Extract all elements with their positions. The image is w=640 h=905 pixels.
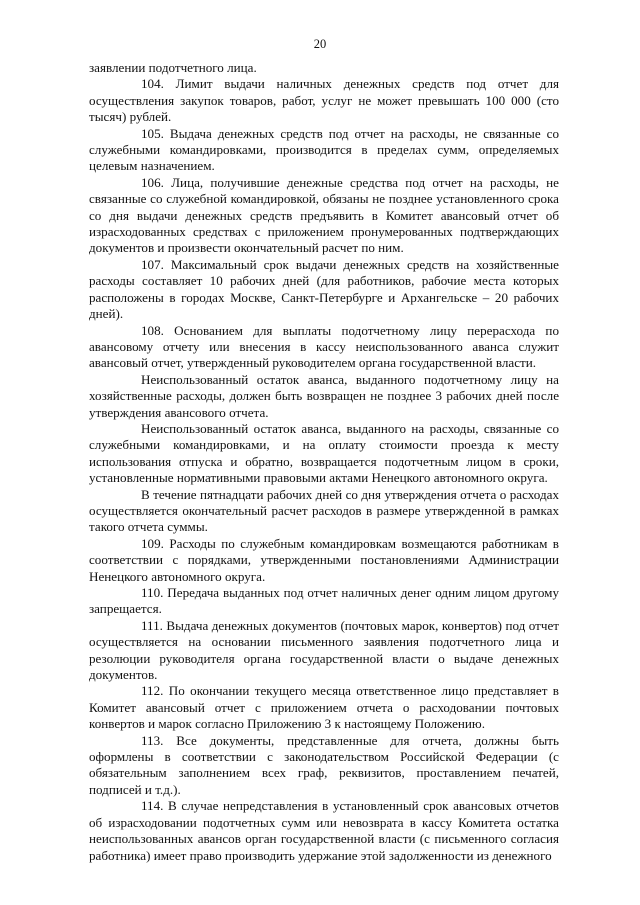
paragraph-114: 114. В случае непредставления в установленный срок авансовых отчетов об израсходовании подотчетных сумм или невозврата в кассу Комитета остатка неиспользованных авансов орган государственной власти (с письменного согласия работника) имеет право производить удержание этой задолженности из денежного [89,798,559,863]
paragraph-112: 112. По окончании текущего месяца ответственное лицо представляет в Комитет авансовый отчет с приложением отчета о расходовании почтовых конвертов и марок согласно Приложению 3 к настоящему Положению. [89,683,559,732]
paragraph-108: 108. Основанием для выплаты подотчетному лицу перерасхода по авансовому отчету или внесения в кассу неиспользованного аванса служит авансовый отчет, утвержденный руководителем органа государственной власти. [89,322,559,371]
paragraph-109: 109. Расходы по служебным командировкам возмещаются работникам в соответствии с порядками, утвержденными постановлениями Администрации Ненецкого автономного округа. [89,535,559,584]
paragraph-108-unused-balance-household: Неиспользованный остаток аванса, выданного подотчетному лицу на хозяйственные расходы, должен быть возвращен не позднее 3 рабочих дней после утверждения авансового отчета. [89,371,559,420]
paragraph-107: 107. Максимальный срок выдачи денежных средств на хозяйственные расходы составляет 10 рабочих дней (для работников, рабочие места которых расположены в городах Москве, Санкт-Петербурге и Архангельске – 20 рабочих дней). [89,256,559,322]
paragraph-113: 113. Все документы, представленные для отчета, должны быть оформлены в соответствии с законодательством Российской Федерации (с обязательным заполнением всех граф, реквизитов, проставлением печатей, подписей и т.д.). [89,732,559,797]
paragraph-108-unused-balance-travel: Неиспользованный остаток аванса, выданного на расходы, связанные со служебными командировками, и на оплату стоимости проезда к месту использования отпуска и обратно, возвращается подотчетным лицом в сроки, установленные нормативными правовыми актами Ненецкого автономного округа. [89,420,559,486]
paragraph-105: 105. Выдача денежных средств под отчет на расходы, не связанные со служебными командировками, производится в пределах сумм, определяемых целевым назначением. [89,125,559,174]
document-body [89,60,559,864]
page-number: 20 [313,37,327,51]
paragraph-continuation: заявлении подотчетного лица. [89,60,257,75]
paragraph-108-final-settlement: В течение пятнадцати рабочих дней со дня утверждения отчета о расходах осуществляется окончательный расчет расходов в размере утвержденной в рамках такого отчета суммы. [89,486,559,535]
paragraph-106: 106. Лица, получившие денежные средства под отчет на расходы, не связанные со служебной командировкой, обязаны не позднее установленного срока со дня выдачи денежных средств предъявить в Комитет авансовый отчет об израсходованных средствах с приложением пронумерованных подтверждающих документов и произвести окончательный расчет по ним. [89,174,559,256]
paragraph-104: 104. Лимит выдачи наличных денежных средств под отчет для осуществления закупок товаров, работ, услуг не может превышать 100 000 (сто тысяч) рублей. [89,76,559,125]
paragraph-110: 110. Передача выданных под отчет наличных денег одним лицом другому запрещается. [89,585,559,617]
paragraph-111: 111. Выдача денежных документов (почтовых марок, конвертов) под отчет осуществляется на основании письменного заявления подотчетного лица и резолюции руководителя органа государственной власти о выдаче денежных документов. [89,617,559,683]
